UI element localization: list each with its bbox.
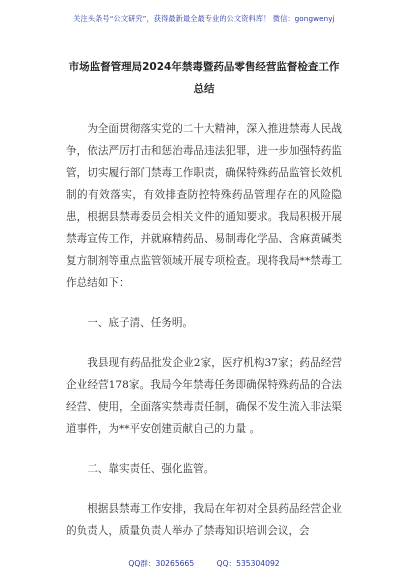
footer-qq-group: QQ群：30265665 — [128, 559, 195, 568]
intro-paragraph: 为全面贯彻落实党的二十大精神，深入推进禁毒人民战争，依法严厉打击和惩治毒品违法犯罪，进一步加强特药监管，切实履行部门禁毒工作职责，确保特殊药品监管长效机制的有效落实，有效排查防控特殊药品管理存在的风险隐患，根据县禁毒委员会相关文件的通知要求。我局积极开展禁毒宣传工作，并就麻精药品、易制毒化学品、含麻黄碱类复方制剂等重点监管领域开展专项检查。现将我局**禁毒工作总结如下： — [66, 123, 342, 289]
footer — [0, 558, 408, 569]
section-heading-1: 一、底子清、任务明。 — [87, 317, 194, 329]
section-1-paragraph: 我县现有药品批发企业2家，医疗机构37家；药品经营企业经营178家。我局今年禁毒任务即确保特殊药品的合法经营、使用，全面落实禁毒责任制，确保不发生流入非法渠道事件，为**平安创建贡献自己的力量 。 — [66, 357, 342, 435]
title-line-1: 市场监督管理局2024年禁毒暨药品零售经营监督检查工作 — [68, 61, 340, 73]
document-title — [40, 56, 368, 100]
document-body — [66, 118, 342, 542]
header-banner: 关注头条号“公文研究”，获得最新最全最专业的公文资料库！ 微信：gongwenyj — [73, 14, 335, 23]
section-heading-2: 二、靠实责任、强化监管。 — [87, 463, 215, 475]
footer-qq: QQ：535304092 — [216, 559, 280, 568]
title-line-2: 总结 — [193, 83, 215, 95]
section-2-paragraph: 根据县禁毒工作安排，我局在年初对全县药品经营企业的负责人，质量负责人举办了禁毒知识培训会议，会 — [66, 503, 342, 537]
